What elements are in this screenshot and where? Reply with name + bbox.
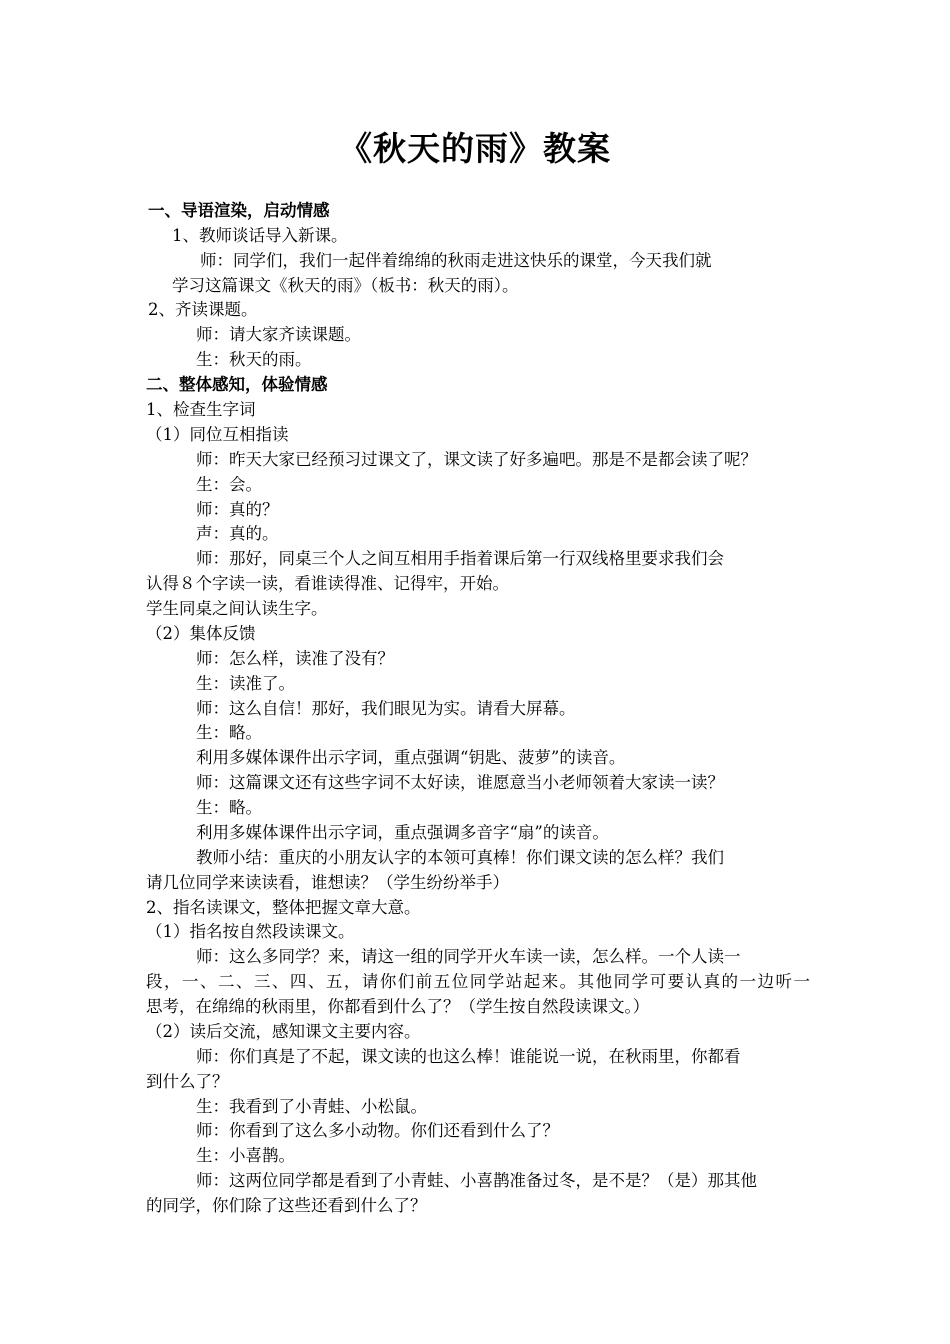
text-line: 2、齐读课题。 bbox=[148, 300, 258, 319]
text-line: 师：这篇课文还有这些字词不太好读，谁愿意当小老师领着大家读一读？ bbox=[196, 773, 724, 792]
text-line: 生：我看到了小青蛙、小松鼠。 bbox=[196, 1097, 427, 1116]
text-line: 师：这么多同学？来，请这一组的同学开火车读一读，怎么样。一个人读一 bbox=[196, 947, 741, 966]
text-line: 师：昨天大家已经预习过课文了，课文读了好多遍吧。那是不是都会读了呢？ bbox=[196, 450, 757, 469]
text-line: 到什么了？ bbox=[146, 1072, 229, 1091]
text-line: 声：真的。 bbox=[196, 524, 279, 543]
text-line: 学生同桌之间认读生字。 bbox=[146, 599, 328, 618]
text-line: 利用多媒体课件出示字词，重点强调“钥匙、菠萝”的读音。 bbox=[196, 748, 626, 767]
text-line: 师：真的？ bbox=[196, 500, 279, 519]
text-line: 段，一、二、三、四、五，请你们前五位同学站起来。其他同学可要认真的一边听一 bbox=[146, 972, 810, 991]
text-line: 师：那好，同桌三个人之间互相用手指着课后第一行双线格里要求我们会 bbox=[196, 549, 724, 568]
text-line: 1、检查生字词 bbox=[146, 400, 256, 419]
text-line: （1）指名按自然段读课文。 bbox=[146, 922, 355, 941]
text-line: 请几位同学来读读看，谁想读？（学生纷纷举手） bbox=[146, 873, 509, 892]
text-line: 生：秋天的雨。 bbox=[196, 350, 312, 369]
text-line: 思考，在绵绵的秋雨里，你都看到什么了？（学生按自然段读课文。） bbox=[146, 997, 650, 1016]
text-line: （1）同位互相指读 bbox=[146, 425, 289, 444]
document-title: 《秋天的雨》教案 bbox=[339, 129, 611, 168]
text-line: 师：请大家齐读课题。 bbox=[196, 325, 361, 344]
text-line: 认得８个字读一读，看谁读得准、记得牢，开始。 bbox=[146, 574, 509, 593]
section-heading-1: 一、导语渲染，启动情感 bbox=[148, 201, 330, 220]
text-line: 师：你看到了这么多小动物。你们还看到什么了？ bbox=[196, 1121, 559, 1140]
text-line: 利用多媒体课件出示字词，重点强调多音字“扇”的读音。 bbox=[196, 823, 609, 842]
text-line: 师：这两位同学都是看到了小青蛙、小喜鹊准备过冬，是不是？（是）那其他 bbox=[196, 1171, 757, 1190]
text-line: 师：怎么样，读准了没有？ bbox=[196, 649, 394, 668]
text-line: 生：小喜鹊。 bbox=[196, 1146, 295, 1165]
text-line: 师：这么自信！那好，我们眼见为实。请看大屏幕。 bbox=[196, 699, 576, 718]
text-line: 1、教师谈话导入新课。 bbox=[172, 226, 348, 245]
text-line: （2）读后交流，感知课文主要内容。 bbox=[146, 1022, 421, 1041]
text-line: 生：略。 bbox=[196, 798, 262, 817]
text-line: 2、指名读课文，整体把握文章大意。 bbox=[146, 898, 421, 917]
text-line: 教师小结：重庆的小朋友认字的本领可真棒！你们课文读的怎么样？我们 bbox=[196, 848, 724, 867]
text-line: 的同学，你们除了这些还看到什么了？ bbox=[146, 1196, 427, 1215]
text-line: （2）集体反馈 bbox=[146, 624, 256, 643]
text-line: 生：读准了。 bbox=[196, 674, 295, 693]
text-line: 生：会。 bbox=[196, 475, 262, 494]
section-heading-2: 二、整体感知，体验情感 bbox=[146, 375, 328, 394]
text-line: 师：你们真是了不起，课文读的也这么棒！谁能说一说，在秋雨里，你都看 bbox=[196, 1047, 741, 1066]
text-line: 学习这篇课文《秋天的雨》（板书：秋天的雨）。 bbox=[172, 276, 519, 295]
text-line: 生：略。 bbox=[196, 723, 262, 742]
text-line: 师：同学们，我们一起伴着绵绵的秋雨走进这快乐的课堂，今天我们就 bbox=[200, 251, 712, 270]
